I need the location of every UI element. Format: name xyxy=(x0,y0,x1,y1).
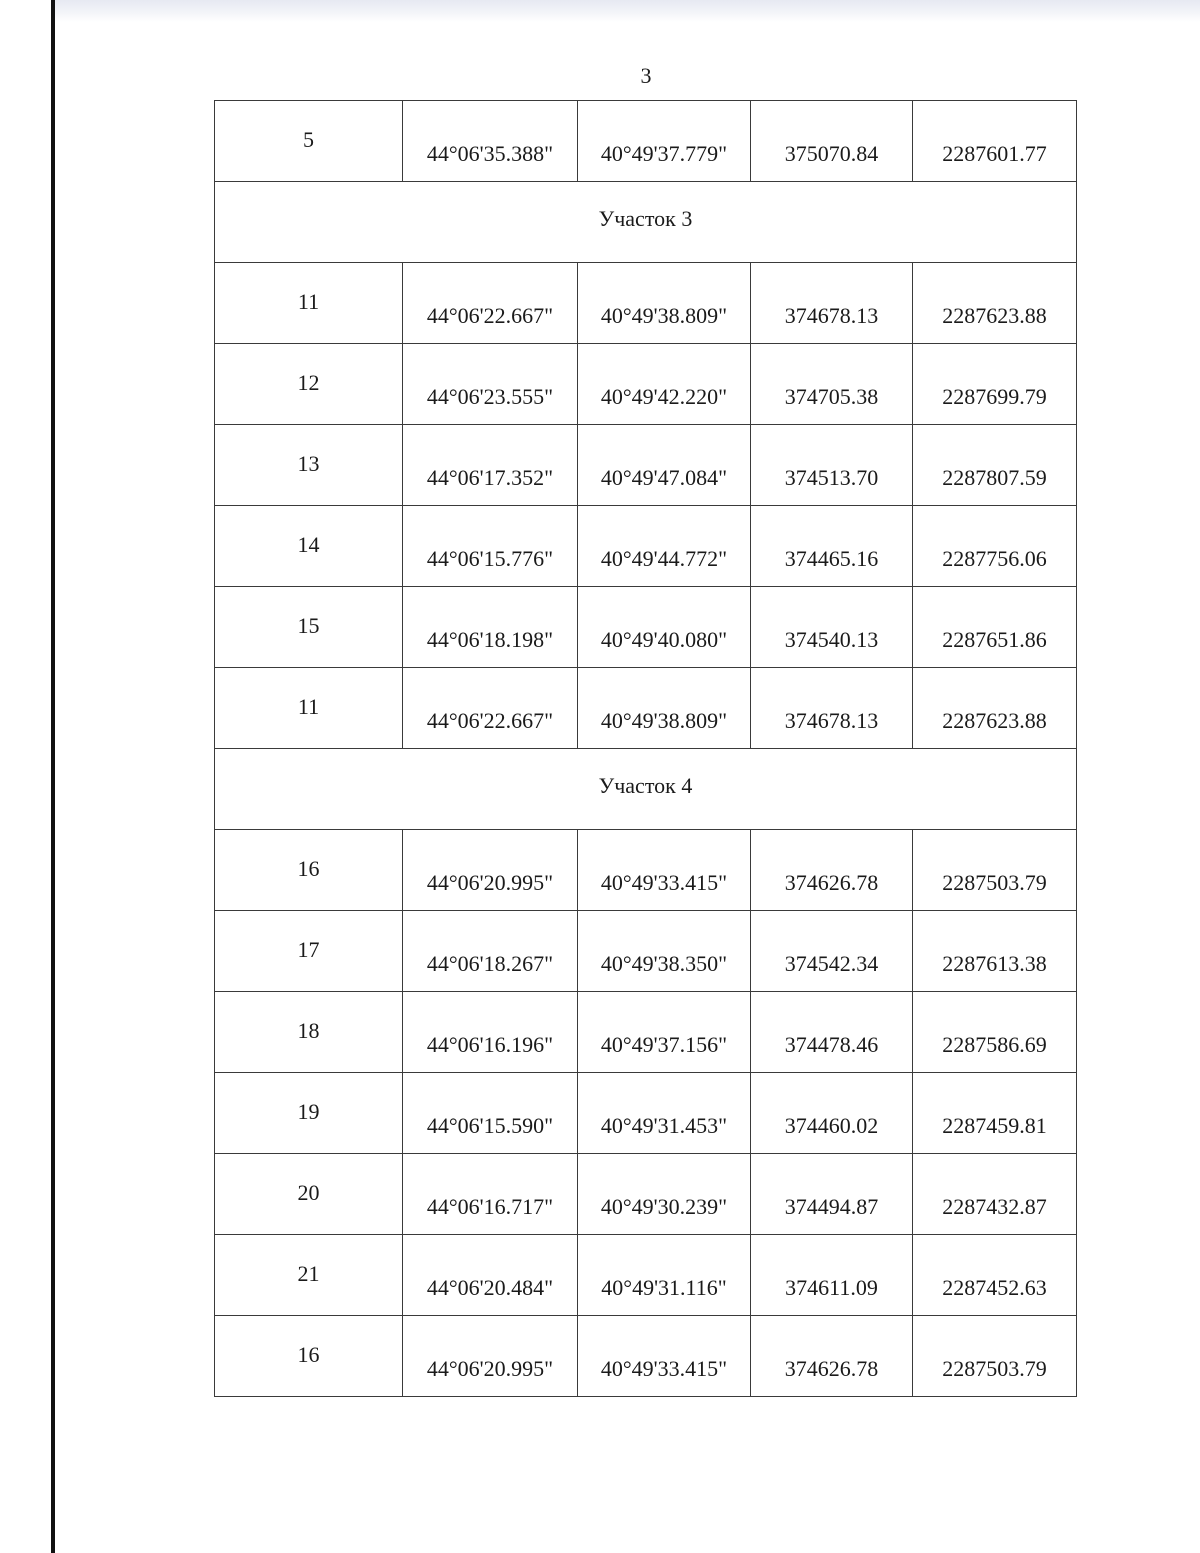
y-coordinate-cell: 2287503.79 xyxy=(913,830,1077,911)
y-coordinate-cell: 2287807.59 xyxy=(913,425,1077,506)
longitude-cell: 40°49'33.415" xyxy=(578,830,751,911)
longitude-cell: 40°49'40.080" xyxy=(578,587,751,668)
scan-top-edge xyxy=(55,0,1200,22)
x-coordinate-cell: 374678.13 xyxy=(751,263,913,344)
coordinates-table xyxy=(214,100,1077,1397)
x-coordinate-cell: 374494.87 xyxy=(751,1154,913,1235)
table-row xyxy=(215,101,1077,182)
latitude-cell: 44°06'20.995" xyxy=(403,830,578,911)
y-coordinate-cell: 2287586.69 xyxy=(913,992,1077,1073)
point-number-cell: 12 xyxy=(215,344,403,425)
x-coordinate-cell: 374460.02 xyxy=(751,1073,913,1154)
point-number-cell: 14 xyxy=(215,506,403,587)
y-coordinate-cell: 2287756.06 xyxy=(913,506,1077,587)
point-number-cell: 5 xyxy=(215,101,403,182)
table-row xyxy=(215,992,1077,1073)
point-number-cell: 11 xyxy=(215,263,403,344)
longitude-cell: 40°49'47.084" xyxy=(578,425,751,506)
y-coordinate-cell: 2287651.86 xyxy=(913,587,1077,668)
point-number-cell: 19 xyxy=(215,1073,403,1154)
y-coordinate-cell: 2287452.63 xyxy=(913,1235,1077,1316)
latitude-cell: 44°06'16.196" xyxy=(403,992,578,1073)
table-row xyxy=(215,668,1077,749)
section-title-cell: Участок 3 xyxy=(215,182,1077,263)
y-coordinate-cell: 2287613.38 xyxy=(913,911,1077,992)
table-row xyxy=(215,425,1077,506)
latitude-cell: 44°06'17.352" xyxy=(403,425,578,506)
latitude-cell: 44°06'15.776" xyxy=(403,506,578,587)
longitude-cell: 40°49'33.415" xyxy=(578,1316,751,1397)
latitude-cell: 44°06'22.667" xyxy=(403,668,578,749)
table-row xyxy=(215,1235,1077,1316)
longitude-cell: 40°49'37.156" xyxy=(578,992,751,1073)
point-number-cell: 16 xyxy=(215,830,403,911)
point-number-cell: 20 xyxy=(215,1154,403,1235)
latitude-cell: 44°06'18.267" xyxy=(403,911,578,992)
y-coordinate-cell: 2287601.77 xyxy=(913,101,1077,182)
y-coordinate-cell: 2287432.87 xyxy=(913,1154,1077,1235)
table-row xyxy=(215,911,1077,992)
point-number-cell: 13 xyxy=(215,425,403,506)
longitude-cell: 40°49'44.772" xyxy=(578,506,751,587)
y-coordinate-cell: 2287699.79 xyxy=(913,344,1077,425)
table-row xyxy=(215,830,1077,911)
latitude-cell: 44°06'22.667" xyxy=(403,263,578,344)
x-coordinate-cell: 374513.70 xyxy=(751,425,913,506)
point-number-cell: 16 xyxy=(215,1316,403,1397)
table-row xyxy=(215,587,1077,668)
y-coordinate-cell: 2287623.88 xyxy=(913,668,1077,749)
x-coordinate-cell: 374626.78 xyxy=(751,830,913,911)
x-coordinate-cell: 374626.78 xyxy=(751,1316,913,1397)
latitude-cell: 44°06'20.484" xyxy=(403,1235,578,1316)
section-row xyxy=(215,749,1077,830)
longitude-cell: 40°49'31.453" xyxy=(578,1073,751,1154)
longitude-cell: 40°49'38.809" xyxy=(578,263,751,344)
x-coordinate-cell: 374465.16 xyxy=(751,506,913,587)
x-coordinate-cell: 374540.13 xyxy=(751,587,913,668)
x-coordinate-cell: 374611.09 xyxy=(751,1235,913,1316)
x-coordinate-cell: 374705.38 xyxy=(751,344,913,425)
point-number-cell: 21 xyxy=(215,1235,403,1316)
point-number-cell: 17 xyxy=(215,911,403,992)
y-coordinate-cell: 2287623.88 xyxy=(913,263,1077,344)
coordinates-table-body xyxy=(215,101,1077,1397)
table-row xyxy=(215,1073,1077,1154)
longitude-cell: 40°49'37.779" xyxy=(578,101,751,182)
y-coordinate-cell: 2287459.81 xyxy=(913,1073,1077,1154)
latitude-cell: 44°06'15.590" xyxy=(403,1073,578,1154)
latitude-cell: 44°06'23.555" xyxy=(403,344,578,425)
x-coordinate-cell: 374478.46 xyxy=(751,992,913,1073)
table-row xyxy=(215,344,1077,425)
longitude-cell: 40°49'38.809" xyxy=(578,668,751,749)
longitude-cell: 40°49'30.239" xyxy=(578,1154,751,1235)
page-number: 3 xyxy=(640,63,652,88)
latitude-cell: 44°06'20.995" xyxy=(403,1316,578,1397)
latitude-cell: 44°06'35.388" xyxy=(403,101,578,182)
x-coordinate-cell: 374542.34 xyxy=(751,911,913,992)
table-row xyxy=(215,263,1077,344)
y-coordinate-cell: 2287503.79 xyxy=(913,1316,1077,1397)
point-number-cell: 18 xyxy=(215,992,403,1073)
x-coordinate-cell: 375070.84 xyxy=(751,101,913,182)
latitude-cell: 44°06'18.198" xyxy=(403,587,578,668)
longitude-cell: 40°49'31.116" xyxy=(578,1235,751,1316)
longitude-cell: 40°49'42.220" xyxy=(578,344,751,425)
x-coordinate-cell: 374678.13 xyxy=(751,668,913,749)
point-number-cell: 11 xyxy=(215,668,403,749)
table-row xyxy=(215,506,1077,587)
longitude-cell: 40°49'38.350" xyxy=(578,911,751,992)
point-number-cell: 15 xyxy=(215,587,403,668)
table-row xyxy=(215,1316,1077,1397)
table-row xyxy=(215,1154,1077,1235)
page-left-edge xyxy=(51,0,55,1553)
section-row xyxy=(215,182,1077,263)
section-title-cell: Участок 4 xyxy=(215,749,1077,830)
latitude-cell: 44°06'16.717" xyxy=(403,1154,578,1235)
